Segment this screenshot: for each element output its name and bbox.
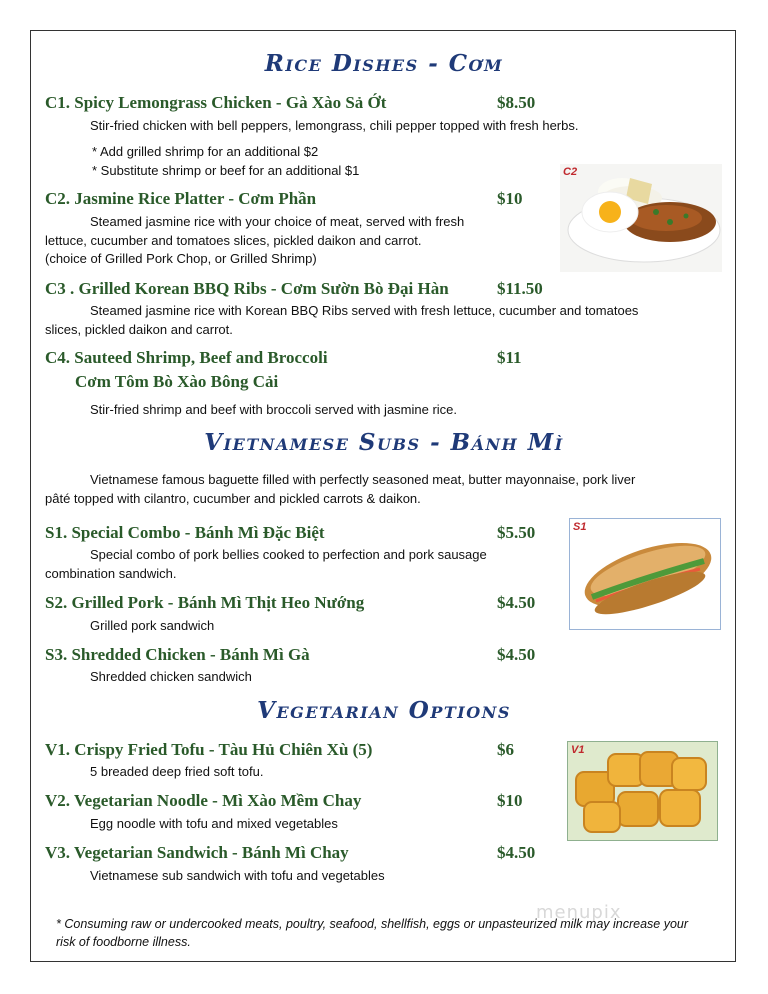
photo-rice-platter <box>560 164 722 272</box>
item-price-s2: $4.50 <box>497 593 536 612</box>
item-price-v3: $4.50 <box>497 843 536 862</box>
section-title-subs: Vietnamese Subs - Bánh Mì <box>204 429 564 456</box>
item-price-v2: $10 <box>497 791 523 810</box>
item-desc-c3-2: slices, pickled daikon and carrot. <box>45 322 233 337</box>
item-name-c4-vn: Cơm Tôm Bò Xào Bông Cải <box>75 372 279 391</box>
item-name-c3: C3 . Grilled Korean BBQ Ribs - Cơm Sườn Bò Đại Hàn <box>45 279 449 298</box>
item-desc-c2-2: lettuce, cucumber and tomatoes slices, pickled daikon and carrot. <box>45 233 422 248</box>
watermark: menupix <box>536 902 622 923</box>
item-price-c2: $10 <box>497 189 523 208</box>
section-title-rice: Rice Dishes - Cơm <box>264 50 504 77</box>
fried-tofu-image <box>568 742 717 840</box>
item-desc-s3: Shredded chicken sandwich <box>90 669 252 684</box>
item-name-v2: V2. Vegetarian Noodle - Mì Xào Mềm Chay <box>45 791 362 810</box>
subs-intro-1: Vietnamese famous baguette filled with perfectly seasoned meat, butter mayonnaise, pork liver <box>90 472 636 487</box>
item-price-c3: $11.50 <box>497 279 543 298</box>
item-desc-s2: Grilled pork sandwich <box>90 618 215 633</box>
item-price-c1: $8.50 <box>497 93 536 112</box>
section-title-veg: Vegetarian Options <box>257 697 511 724</box>
photo-label-v1: V1 <box>571 744 585 756</box>
photo-fried-tofu <box>567 741 718 841</box>
photo-label-s1: S1 <box>573 521 587 533</box>
item-name-s1: S1. Special Combo - Bánh Mì Đặc Biệt <box>45 523 325 542</box>
banh-mi-image <box>570 519 720 629</box>
item-desc-c2-1: Steamed jasmine rice with your choice of meat, served with fresh <box>90 214 465 229</box>
item-name-c4: C4. Sauteed Shrimp, Beef and Broccoli <box>45 348 328 367</box>
item-name-v1: V1. Crispy Fried Tofu - Tàu Hủ Chiên Xù (5) <box>45 740 373 759</box>
item-desc-v3: Vietnamese sub sandwich with tofu and vegetables <box>90 868 385 883</box>
item-desc-s1-2: combination sandwich. <box>45 566 177 581</box>
item-desc-c2-3: (choice of Grilled Pork Chop, or Grilled Shrimp) <box>45 251 317 266</box>
rice-platter-image <box>560 164 722 272</box>
item-desc-c4: Stir-fried shrimp and beef with broccoli served with jasmine rice. <box>90 402 458 417</box>
item-name-s3: S3. Shredded Chicken - Bánh Mì Gà <box>45 645 310 664</box>
item-addon-c1-1: * Add grilled shrimp for an additional $2 <box>92 144 319 159</box>
item-desc-s1-1: Special combo of pork bellies cooked to perfection and pork sausage <box>90 547 487 562</box>
item-desc-v1: 5 breaded deep fried soft tofu. <box>90 764 264 779</box>
item-name-c1: C1. Spicy Lemongrass Chicken - Gà Xào Sả Ớt <box>45 93 387 112</box>
item-desc-v2: Egg noodle with tofu and mixed vegetables <box>90 816 338 831</box>
subs-intro-2: pâté topped with cilantro, cucumber and pickled carrots & daikon. <box>45 491 421 506</box>
footer-note-2: risk of foodborne illness. <box>56 935 191 949</box>
item-price-v1: $6 <box>497 740 514 759</box>
item-desc-c1: Stir-fried chicken with bell peppers, lemongrass, chili pepper topped with fresh herbs. <box>90 118 579 133</box>
photo-banh-mi <box>569 518 721 630</box>
item-name-s2: S2. Grilled Pork - Bánh Mì Thịt Heo Nướng <box>45 593 365 612</box>
item-name-v3: V3. Vegetarian Sandwich - Bánh Mì Chay <box>45 843 349 862</box>
footer-note-1: * Consuming raw or undercooked meats, poultry, seafood, shellfish, eggs or unpasteurized milk may increase your <box>56 917 689 931</box>
item-price-c4: $11 <box>497 348 522 367</box>
item-desc-c3-1: Steamed jasmine rice with Korean BBQ Ribs served with fresh lettuce, cucumber and tomatoes <box>90 303 639 318</box>
item-price-s1: $5.50 <box>497 523 536 542</box>
item-price-s3: $4.50 <box>497 645 536 664</box>
item-addon-c1-2: * Substitute shrimp or beef for an additional $1 <box>92 163 360 178</box>
item-name-c2: C2. Jasmine Rice Platter - Cơm Phần <box>45 189 317 208</box>
photo-label-c2: C2 <box>563 166 578 178</box>
